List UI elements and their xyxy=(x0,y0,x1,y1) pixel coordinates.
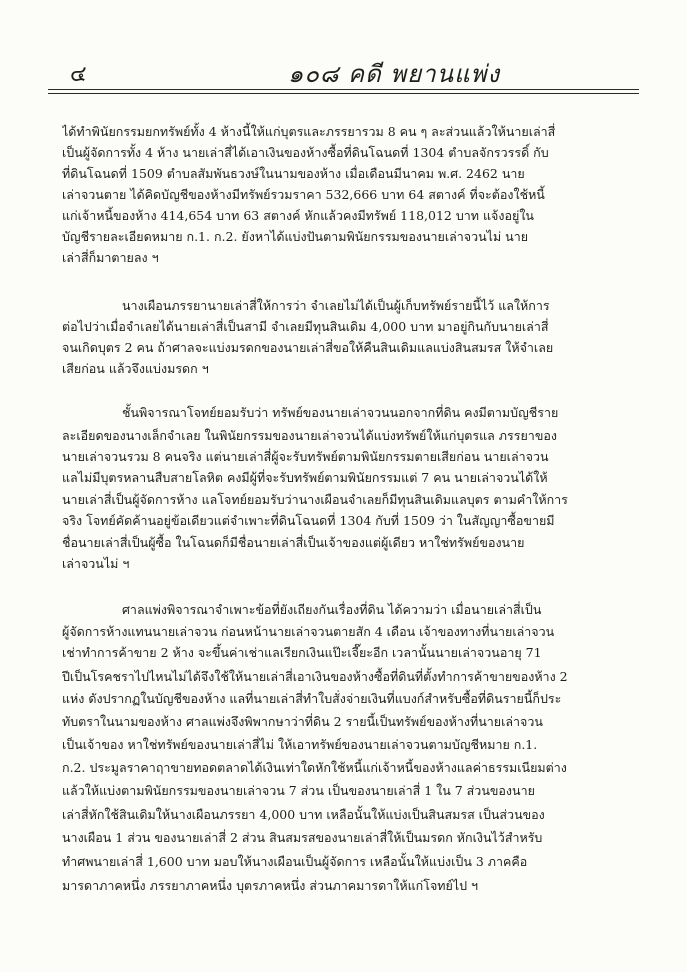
text-line-content: ต่อไปว่าเมื่อจำเลยได้นายเล่าสี่เป็นสามี จำเลยมีทุนสินเดิม 4,000 บาท มาอยู่กินกับนายเล่าสี่ xyxy=(62,319,549,334)
text-line xyxy=(62,828,624,848)
text-line-content: แห่ง ดังปรากฏในบัญชีของห้าง แลที่นายเล่าสี่ทำใบสั่งจ่ายเงินที่แบงก์สำหรับซื้อที่ดินรายนี้ก็ประ xyxy=(62,691,562,706)
text-line xyxy=(62,206,624,226)
text-line-content: ทับตราในนามของห้าง ศาลแพ่งจึงพิพากษาว่าที่ดิน 2 รายนี้เป็นทรัพย์ของห้างที่นายเล่าจวน xyxy=(62,714,543,729)
text-line xyxy=(62,185,624,205)
text-line xyxy=(62,359,624,379)
text-line-content: ชั้นพิจารณาโจทย์ยอมรับว่า ทรัพย์ของนายเล่าจวนนอกจากที่ดิน คงมีตามบัญชีราย xyxy=(122,405,559,420)
text-line xyxy=(62,227,624,247)
header-rule xyxy=(48,89,639,90)
text-line-content: เสียก่อน แล้วจึงแบ่งมรดก ฯ xyxy=(62,361,209,376)
text-line-content: จริง โจทย์คัดค้านอยู่ข้อเดียวแต่จำเพาะที่ดินโฉนดที่ 1304 กับที่ 1509 ว่า ในสัญญาซื้อขายมี xyxy=(62,513,555,528)
text-line-content: ศาลแพ่งพิจารณาจำเพาะข้อที่ยังเถียงกันเรื่องที่ดิน ได้ความว่า เมื่อนายเล่าสี่เป็น xyxy=(122,602,542,617)
text-line-content: นางเผือน 1 ส่วน ของนายเล่าสี่ 2 ส่วน สินสมรสของนายเล่าสี่ให้เป็นมรดก หักเงินไว้สำหรับ xyxy=(62,830,543,845)
text-line-content: แก่เจ้าหนี้ของห้าง 414,654 บาท 63 สตางค์ หักแล้วคงมีทรัพย์ 118,012 บาท แจ้งอยู่ใน xyxy=(62,208,534,223)
text-line-content: บัญชีรายละเอียดหมาย ก.1. ก.2. ยังหาได้แบ่งปันตามพินัยกรรมของนายเล่าจวนไม่ นาย xyxy=(62,229,529,244)
text-line xyxy=(62,426,624,446)
text-line-content: ทำศพนายเล่าสี่ 1,600 บาท มอบให้นางเผือนเป็นผู้จัดการ เหลือนั้นให้แบ่งเป็น 3 ภาคคือ xyxy=(62,854,528,869)
text-line-content: ได้ทำพินัยกรรมยกทรัพย์ทั้ง 4 ห้างนี้ให้แก่บุตรและภรรยารวม 8 คน ๆ ละส่วนแล้วให้นายเล่าสี่ xyxy=(62,124,556,139)
text-line xyxy=(62,164,624,184)
running-title: ๑๐๘ คดี พยานแพ่ง xyxy=(288,60,501,88)
text-line xyxy=(62,317,624,337)
text-line-content: เป็นเจ้าของ หาใช่ทรัพย์ของนายเล่าสี่ไม่ ให้เอาทรัพย์ของนายเล่าจวนตามบัญชีหมาย ก.1. xyxy=(62,737,538,752)
text-line-content: นายเล่าจวนรวม 8 คนจริง แต่นายเล่าสี่ผู้จะรับทรัพย์ตามพินัยกรรมตายเสียก่อน นายเล่าจวน xyxy=(62,449,549,464)
text-line xyxy=(62,622,624,642)
text-line xyxy=(62,667,624,687)
text-line xyxy=(62,338,624,358)
text-line xyxy=(62,852,624,872)
text-line-content: แล้วให้แบ่งตามพินัยกรรมของนายเล่าจวน 7 ส่วน เป็นของนายเล่าสี่ 1 ใน 7 ส่วนของนาย xyxy=(62,783,535,798)
text-line-content: เป็นผู้จัดการทั้ง 4 ห้าง นายเล่าสี่ได้เอาเงินของห้างซื้อที่ดินโฉนดที่ 1304 ตำบลจักรวรรดิ์ กับ xyxy=(62,145,549,160)
text-line xyxy=(62,805,624,825)
text-line xyxy=(62,447,624,467)
text-line xyxy=(62,511,624,531)
text-line xyxy=(62,554,624,574)
text-line xyxy=(62,248,624,268)
text-line-content: เล่าสี่หักใช้สินเดิมให้นางเผือนภรรยา 4,000 บาท เหลือนั้นให้แบ่งเป็นสินสมรส เป็นส่วนของ xyxy=(62,807,545,822)
text-line xyxy=(122,600,624,620)
text-line-content: แลไม่มีบุตรหลานสืบสายโลหิต คงมีผู้ที่จะรับทรัพย์ตามพินัยกรรมแต่ 7 คน นายเล่าจวนได้ให้ xyxy=(62,470,548,485)
text-line-content: นางเผือนภรรยานายเล่าสี่ให้การว่า จำเลยไม่ได้เป็นผู้เก็บทรัพย์รายนี้ไว้ แลให้การ xyxy=(122,298,550,313)
text-line xyxy=(62,143,624,163)
page-number: ๔ xyxy=(70,62,87,87)
text-line-content: เล่าจวนตาย ได้คิดบัญชีของห้างมีทรัพย์รวมราคา 532,666 บาท 64 สตางค์ ที่จะต้องใช้หนี้ xyxy=(62,187,545,202)
text-line xyxy=(62,533,624,553)
text-line xyxy=(122,296,624,316)
header-rule-thin xyxy=(48,93,639,94)
text-line-content: ที่ดินโฉนดที่ 1509 ตำบลสัมพันธวงษ์ในนามของห้าง เมื่อเดือนมีนาคม พ.ศ. 2462 นาย xyxy=(62,166,525,181)
text-line xyxy=(62,712,624,732)
text-line xyxy=(62,758,624,778)
text-line xyxy=(62,122,624,142)
text-line xyxy=(62,490,624,510)
text-line xyxy=(62,689,624,709)
text-line xyxy=(62,735,624,755)
text-line-content: ละเอียดของนางเล็กจำเลย ในพินัยกรรมของนายเล่าจวนได้แบ่งทรัพย์ให้แก่บุตรแล ภรรยาของ xyxy=(62,428,557,443)
text-line-content: มารดาภาคหนึ่ง ภรรยาภาคหนึ่ง บุตรภาคหนึ่ง ส่วนภาคมารดาให้แก่โจทย์ไป ฯ xyxy=(62,878,479,893)
text-line xyxy=(122,403,624,423)
text-line-content: เล่าจวนไม่ ฯ xyxy=(62,556,130,571)
text-line xyxy=(62,468,624,488)
text-line xyxy=(62,876,624,896)
text-line-content: จนเกิดบุตร 2 คน ถ้าศาลจะแบ่งมรดกของนายเล่าสี่ขอให้คืนสินเดิมแลแบ่งสินสมรส ให้จำเลย xyxy=(62,340,554,355)
text-line-content: ก.2. ประมูลราคาฤาขายทอดตลาดได้เงินเท่าใดหักใช้หนี้แก่เจ้าหนี้ของห้างแลค่าธรรมเนียมต่าง xyxy=(62,760,567,775)
text-line-content: นายเล่าสี่เป็นผู้จัดการห้าง แลโจทย์ยอมรับว่านางเผือนจำเลยก็มีทุนสินเดิมแลบุตร ตามคำให้การ xyxy=(62,492,568,507)
text-line-content: เล่าสี่ก็มาตายลง ฯ xyxy=(62,250,159,265)
text-line-content: เช่าทำการค้าขาย 2 ห้าง จะขึ้นค่าเช่าแลเรียกเงินแป๊ะเจี๊ยะอีก เวลานั้นนายเล่าจวนอายุ 71 xyxy=(62,645,542,660)
text-line-content: ผู้จัดการห้างแทนนายเล่าจวน ก่อนหน้านายเล่าจวนตายสัก 4 เดือน เจ้าของทางที่นายเล่าจวน xyxy=(62,624,555,639)
text-line xyxy=(62,643,624,663)
page-header xyxy=(48,52,639,86)
text-line-content: ปีเป็นโรคชราไปไหนไม่ได้จึงใช้ให้นายเล่าสี่เอาเงินของห้างซื้อที่ดินที่ตั้งทำการค้าขายของห้าง 2 xyxy=(62,669,568,684)
text-line-content: ชื่อนายเล่าสี่เป็นผู้ซื้อ ในโฉนดก็มีชื่อนายเล่าสี่เป็นเจ้าของแต่ผู้เดียว หาใช่ทรัพย์ของนาย xyxy=(62,535,525,550)
text-line xyxy=(62,781,624,801)
